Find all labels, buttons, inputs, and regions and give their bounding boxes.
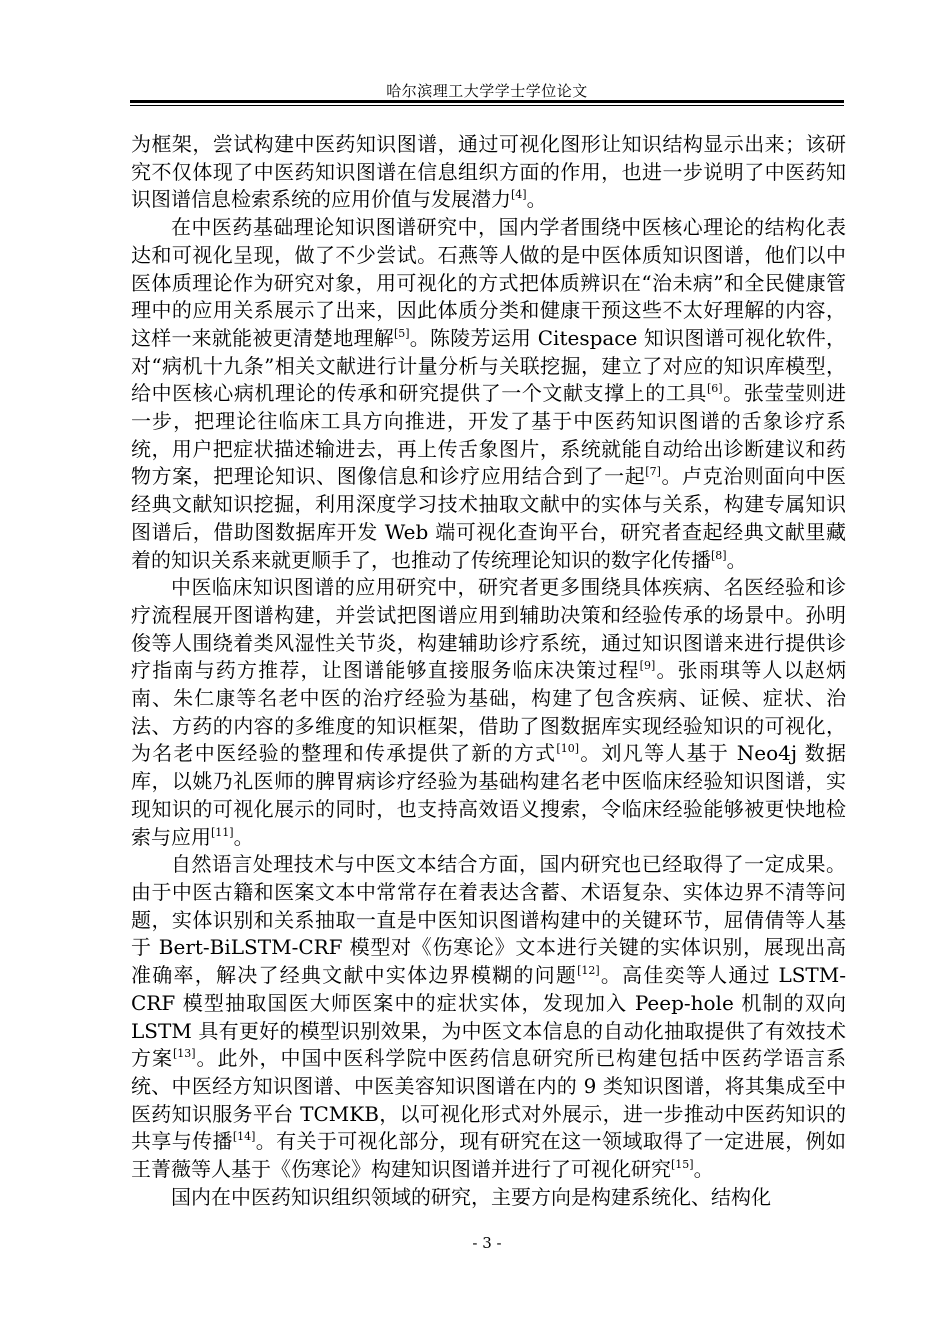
- body-paragraph: [131, 1184, 846, 1212]
- paragraph-text: 。: [526, 187, 547, 212]
- body-paragraph: [131, 214, 846, 574]
- paragraph-text: 。此外，中国中医科学院中医药信息研究所已构建包括中医药学语言系统、中医经方知识图谱、中医美容知识图谱在内的 9 类知识图谱，将其集成至中医药知识服务平台 TCMKB，以可视化形式对外展示，进一步推动中医药知识的共享与传播: [131, 1046, 847, 1154]
- citation-marker: [4]: [511, 188, 527, 202]
- citation-marker: [7]: [645, 465, 661, 479]
- paragraph-text: 。刘凡等人基于 Neo4j 数据库，以姚乃礼医师的脾胃病诊疗经验为基础构建名老中医临床经验知识图谱，实现知识的可视化展示的同时，也支持高效语义搜索，令临床经验能够被更快地检索与应用: [131, 741, 846, 849]
- body-paragraph: [131, 131, 846, 214]
- citation-marker: [12]: [577, 964, 600, 978]
- paragraph-text: 。: [726, 547, 747, 572]
- paragraph-text: 。有关于可视化部分，现有研究在这一领域取得了一定进展，例如王菁薇等人基于《伤寒论》构建知识图谱并进行了可视化研究: [131, 1129, 847, 1182]
- header-rule-thin: [130, 105, 844, 106]
- page-number: - 3 -: [472, 1234, 502, 1252]
- paragraph-text: 。卢克治则面向中医经典文献知识挖掘，利用深度学习技术抽取文献中的实体与关系，构建专属知识图谱后，借助图数据库开发 Web 端可视化查询平台，研究者查起经典文献里藏着的知识关系来就更顺手了，也推动了传统理论知识的数字化传播: [131, 464, 847, 572]
- citation-marker: [15]: [671, 1158, 694, 1172]
- paragraph-text: 中医临床知识图谱的应用研究中，研究者更多围绕具体疾病、名医经验和诊疗流程展开图谱构建，并尝试把图谱应用到辅助决策和经验传承的场景中。孙明俊等人围绕着类风湿性关节炎，构建辅助诊疗系统，通过知识图谱来进行提供诊疗指南与药方推荐，让图谱能够直接服务临床决策过程: [131, 575, 846, 683]
- paragraph-text: 。张雨琪等人以赵炳南、朱仁康等名老中医的治疗经验为基础，构建了包含疾病、证候、症状、治法、方药的内容的多维度的知识框架，借助了图数据库实现经验知识的可视化，为名老中医经验的整理和传承提供了新的方式: [131, 658, 847, 766]
- body-paragraph: [131, 574, 846, 851]
- paragraph-text: 。高佳奕等人通过 LSTM-CRF 模型抽取国医大师医案中的症状实体，发现加入 Peep-hole 机制的双向 LSTM 具有更好的模型识别效果，为中医文本信息的自动化抽取提供了有效技术方案: [131, 963, 847, 1071]
- paragraph-text: 。张莹莹则进一步，把理论往临床工具方向推进，开发了基于中医药知识图谱的舌象诊疗系统，用户把症状描述输进去，再上传舌象图片，系统就能自动给出诊断建议和药物方案，把理论知识、图像信息和诊疗应用结合到了一起: [131, 381, 847, 489]
- paragraph-text: 为框架，尝试构建中医药知识图谱，通过可视化图形让知识结构显示出来；该研究不仅体现了中医药知识图谱在信息组织方面的作用，也进一步说明了中医药知识图谱信息检索系统的应用价值与发展潜力: [131, 132, 846, 212]
- citation-marker: [5]: [393, 326, 410, 340]
- paragraph-text: 。: [233, 824, 254, 849]
- paragraph-text: 。: [693, 1157, 714, 1182]
- paragraph-text: 国内在中医药知识组织领域的研究，主要方向是构建系统化、结构化: [171, 1184, 771, 1209]
- citation-marker: [9]: [639, 659, 656, 673]
- citation-marker: [6]: [706, 382, 723, 396]
- citation-marker: [11]: [211, 825, 234, 839]
- paragraph-text: 自然语言处理技术与中医文本结合方面，国内研究也已经取得了一定成果。由于中医古籍和医案文本中常常存在着表达含蓄、术语复杂、实体边界不清等问题，实体识别和关系抽取一直是中医知识图谱构建中的关键环节，屈倩倩等人基于 Bert-BiLSTM-CRF 模型对《伤寒论》文本进行关键的实体识别，展现出高准确率，解决了经典文献中实体边界模糊的问题: [131, 852, 846, 988]
- citation-marker: [10]: [556, 742, 579, 756]
- header-rule-thick: [130, 100, 844, 103]
- body-paragraph: [131, 851, 846, 1183]
- paragraph-text: 。陈陵芳运用 Citespace 知识图谱可视化软件，对“病机十九条”相关文献进行计量分析与关联挖掘，建立了对应的知识库模型，给中医核心病机理论的传承和研究提供了一个文献支撑上的工具: [131, 325, 846, 406]
- paragraph-text: 在中医药基础理论知识图谱研究中，国内学者围绕中医核心理论的结构化表达和可视化呈现，做了不少尝试。石燕等人做的是中医体质知识图谱，他们以中医体质理论作为研究对象，用可视化的方式把体质辨识在“治未病”和全民健康管理中的应用关系展示了出来，因此体质分类和健康干预这些不太好理解的内容，这样一来就能被更清楚地理解: [131, 215, 846, 350]
- citation-marker: [14]: [232, 1130, 256, 1144]
- running-header: 哈尔滨理工大学学士学位论文: [386, 82, 588, 100]
- citation-marker: [8]: [711, 548, 727, 562]
- body-text: [131, 131, 846, 1211]
- citation-marker: [13]: [172, 1047, 196, 1061]
